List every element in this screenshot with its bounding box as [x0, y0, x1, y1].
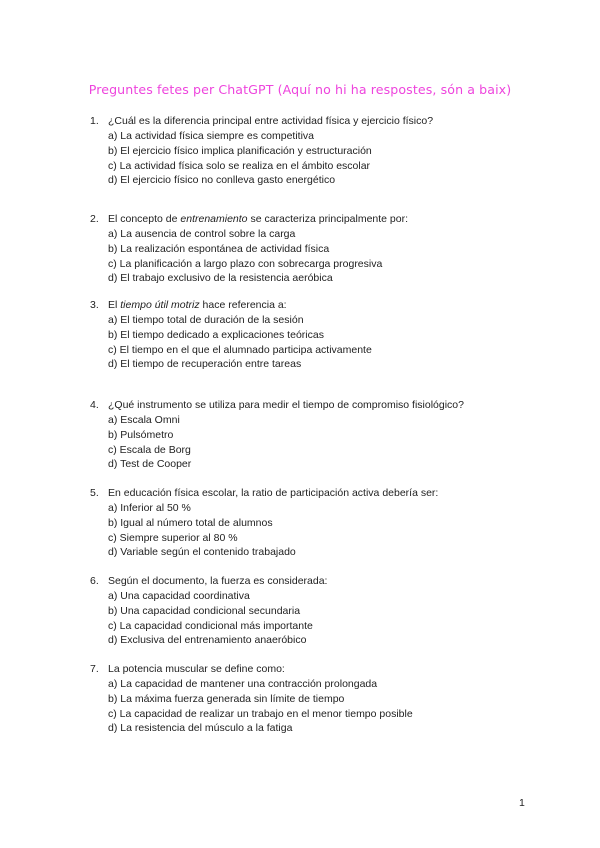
page-title: Preguntes fetes per ChatGPT (Aquí no hi ha respostes, són a baix) — [88, 82, 512, 97]
question-text: El concepto de entrenamiento se caracteriza principalmente por: — [108, 213, 409, 225]
question-7 — [90, 662, 530, 736]
option-a: a) La capacidad de mantener una contracción prolongada — [108, 678, 378, 690]
question-header — [90, 574, 530, 589]
question-number: 2. — [90, 213, 99, 225]
option-a: a) Una capacidad coordinativa — [108, 590, 250, 602]
option-a: a) Escala Omni — [108, 414, 180, 426]
option-d: d) El trabajo exclusivo de la resistencia aeróbica — [108, 272, 333, 285]
question-1 — [90, 114, 530, 188]
question-header — [90, 212, 530, 227]
option-c: c) La capacidad de realizar un trabajo en el menor tiempo posible — [108, 707, 413, 720]
question-number: 7. — [90, 663, 99, 675]
option-c: c) El tiempo en el que el alumnado participa activamente — [108, 343, 372, 356]
question-text: El tiempo útil motriz hace referencia a: — [108, 299, 287, 311]
question-text: La potencia muscular se define como: — [108, 663, 285, 675]
question-5 — [90, 486, 530, 560]
option-d: d) El tiempo de recuperación entre tareas — [108, 358, 302, 371]
option-d: d) Variable según el contenido trabajado — [108, 546, 296, 559]
option-b: b) El ejercicio físico implica planificación y estructuración — [108, 144, 372, 157]
question-number: 4. — [90, 399, 99, 411]
option-c: c) La capacidad condicional más importante — [108, 619, 313, 632]
question-number: 3. — [90, 299, 99, 311]
question-header — [90, 114, 530, 129]
option-c: c) La actividad física solo se realiza en el ámbito escolar — [108, 159, 371, 172]
option-b: b) La realización espontánea de actividad física — [108, 242, 330, 255]
option-d: d) La resistencia del músculo a la fatiga — [108, 722, 293, 735]
question-header — [90, 298, 530, 313]
option-b: b) Igual al número total de alumnos — [108, 516, 273, 529]
question-number: 5. — [90, 487, 99, 499]
question-text: ¿Cuál es la diferencia principal entre actividad física y ejercicio físico? — [108, 115, 434, 127]
option-c: c) Escala de Borg — [108, 443, 191, 456]
question-2 — [90, 212, 530, 286]
option-b: b) Pulsómetro — [108, 428, 174, 441]
question-text: ¿Qué instrumento se utiliza para medir el tiempo de compromiso fisiológico? — [108, 399, 464, 411]
question-number: 6. — [90, 575, 99, 587]
option-a: a) Inferior al 50 % — [108, 502, 191, 514]
question-number: 1. — [90, 115, 99, 127]
option-c: c) La planificación a largo plazo con sobrecarga progresiva — [108, 257, 383, 270]
question-6 — [90, 574, 530, 648]
option-d: d) El ejercicio físico no conlleva gasto energético — [108, 174, 336, 187]
question-header — [90, 486, 530, 501]
option-a: a) La ausencia de control sobre la carga — [108, 228, 296, 240]
option-a: a) El tiempo total de duración de la sesión — [108, 314, 304, 326]
option-b: b) La máxima fuerza generada sin límite de tiempo — [108, 692, 345, 705]
question-text: Según el documento, la fuerza es considerada: — [108, 575, 328, 587]
page-number: 1 — [519, 797, 525, 809]
option-d: d) Exclusiva del entrenamiento anaeróbico — [108, 634, 307, 647]
option-a: a) La actividad física siempre es competitiva — [108, 130, 315, 142]
option-b: b) El tiempo dedicado a explicaciones teóricas — [108, 328, 324, 341]
question-text: En educación física escolar, la ratio de participación activa debería ser: — [108, 487, 439, 499]
option-c: c) Siempre superior al 80 % — [108, 531, 238, 544]
question-4 — [90, 398, 530, 472]
option-b: b) Una capacidad condicional secundaria — [108, 604, 301, 617]
question-header — [90, 662, 530, 677]
question-3 — [90, 298, 530, 372]
question-header — [90, 398, 530, 413]
option-d: d) Test de Cooper — [108, 458, 192, 471]
